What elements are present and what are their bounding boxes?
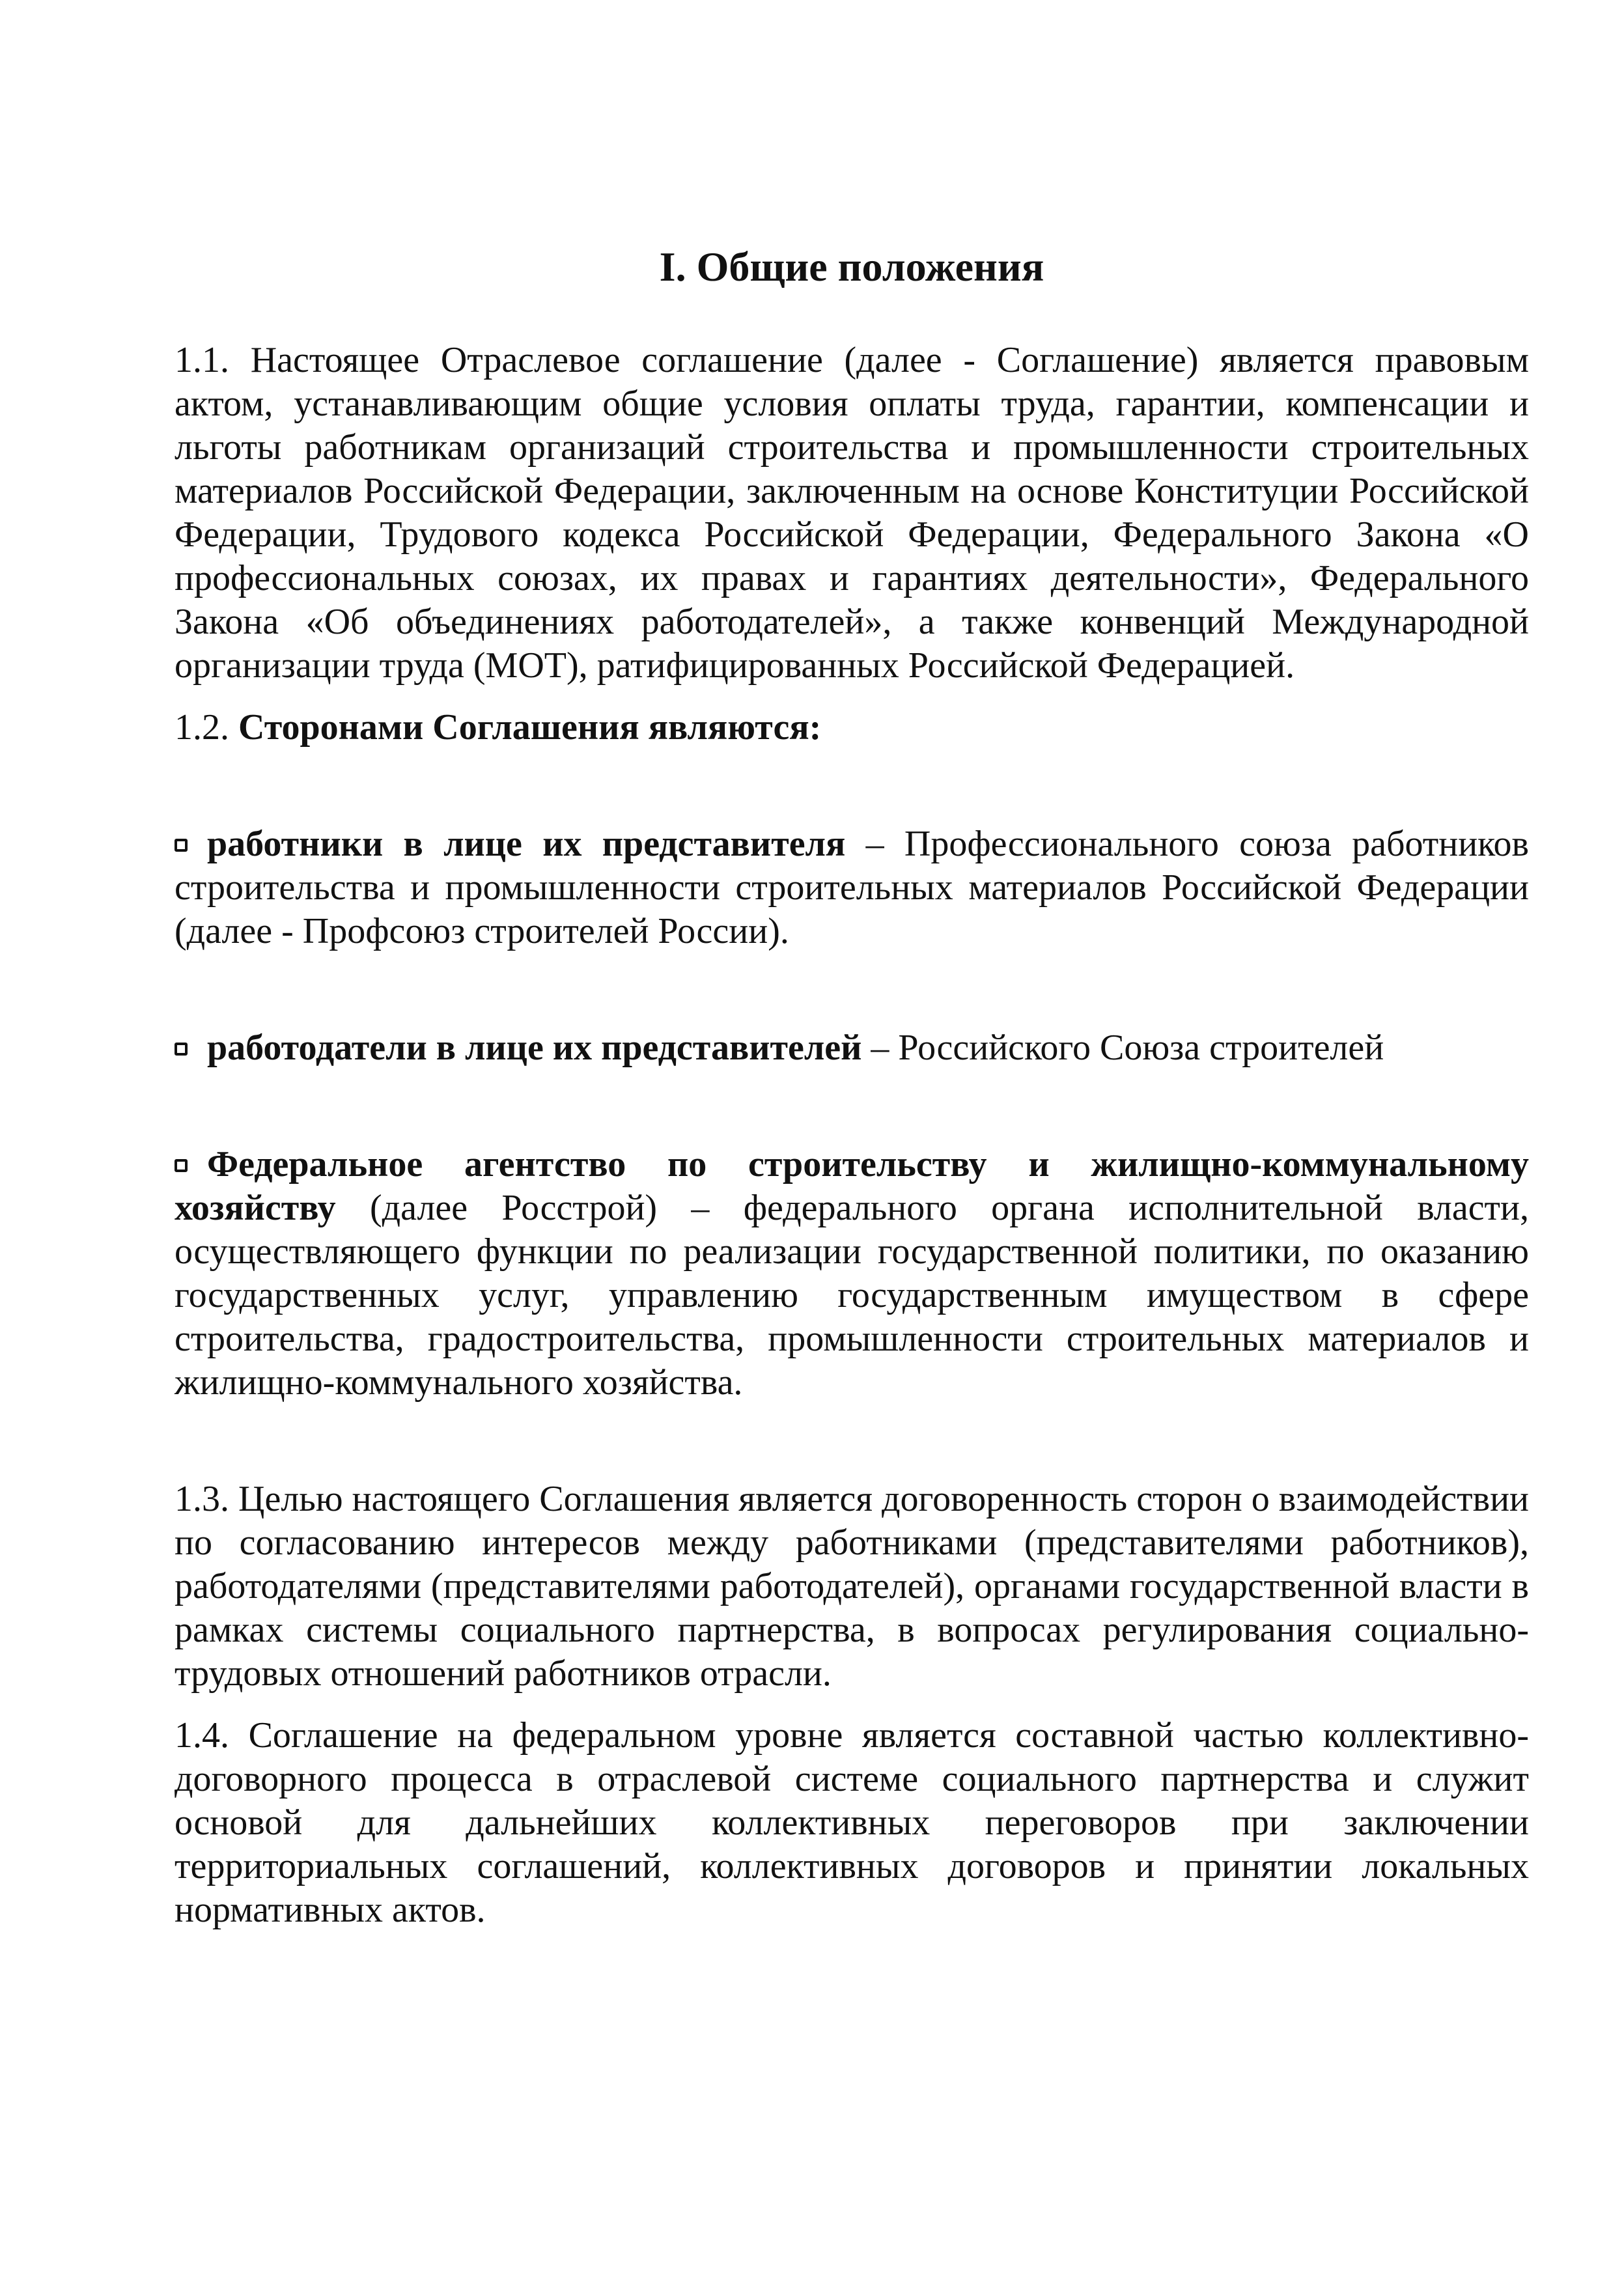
spacer — [175, 953, 1529, 1026]
party-bold-label: Федеральное агентство по строительству и жилищно-коммунальному хозяйству — [175, 1144, 1529, 1228]
party-text: – Российского Союза строителей — [861, 1028, 1384, 1068]
spacer — [175, 1405, 1529, 1478]
party-item-workers — [175, 822, 1529, 953]
spacer — [175, 1696, 1529, 1714]
party-item-employers — [175, 1026, 1529, 1070]
spacer — [175, 688, 1529, 706]
party-text: – Профессионального союза работников строительства и промышленности строительных материалов Российской Федерации (далее - Профсоюз строителей России). — [175, 824, 1529, 951]
spacer — [175, 1070, 1529, 1143]
paragraph-text: Целью настоящего Соглашения является договоренность сторон о взаимодействии по согласованию интересов между работниками (представителями работников), работодателями (представителями работодателей), органами государственной власти в рамках системы социального партнерства, в вопросах регулирования социально-трудовых отношений работников отрасли. — [175, 1479, 1530, 1694]
spacer — [175, 749, 1529, 822]
paragraph-number: 1.2. — [175, 707, 229, 748]
party-text: (далее Росстрой) – федерального органа исполнительной власти, осуществляющего функции по реализации государственной политики, по оказанию государственных услуг, управлению государственным имуществом в сфере строительства, градостроительства, промышленности строительных материалов и жилищно-коммунального хозяйства. — [175, 1188, 1529, 1403]
party-item-agency — [175, 1143, 1529, 1405]
square-bullet-icon — [175, 839, 188, 852]
paragraph-heading: Сторонами Соглашения являются: — [238, 707, 822, 748]
section-title: I. Общие положения — [659, 244, 1044, 290]
party-bold-label: работодатели в лице их представителей — [207, 1028, 862, 1068]
paragraph-1-2 — [175, 706, 1529, 749]
paragraph-text: Соглашение на федеральном уровне является составной частью коллективно-договорного процесса в отраслевой системе социального партнерства и служит основой для дальнейших коллективных переговоров при заключении территориальных соглашений, коллективных договоров и принятии локальных нормативных актов. — [175, 1715, 1530, 1930]
paragraph-number: 1.3. — [175, 1479, 229, 1519]
paragraph-1-4 — [175, 1714, 1529, 1932]
paragraph-number: 1.1. — [175, 340, 229, 380]
paragraph-1-1 — [175, 339, 1529, 688]
party-bold-label: работники в лице их представителя — [207, 824, 846, 864]
square-bullet-icon — [175, 1159, 188, 1172]
document-content — [175, 241, 1529, 1932]
paragraph-text: Настоящее Отраслевое соглашение (далее - Соглашение) является правовым актом, устанавливающим общие условия оплаты труда, гарантии, компенсации и льготы работникам организаций строительства и промышленности строительных материалов Российской Федерации, заключенным на основе Конституции Российской Федерации, Трудового кодекса Российской Федерации, Федерального Закона «О профессиональных союзах, их правах и гарантиях деятельности», Федерального Закона «Об объединениях работодателей», а также конвенций Международной организации труда (МОТ), ратифицированных Российской Федерацией. — [175, 340, 1529, 686]
paragraph-number: 1.4. — [175, 1715, 229, 1756]
square-bullet-icon — [175, 1043, 188, 1056]
paragraph-1-3 — [175, 1478, 1529, 1696]
